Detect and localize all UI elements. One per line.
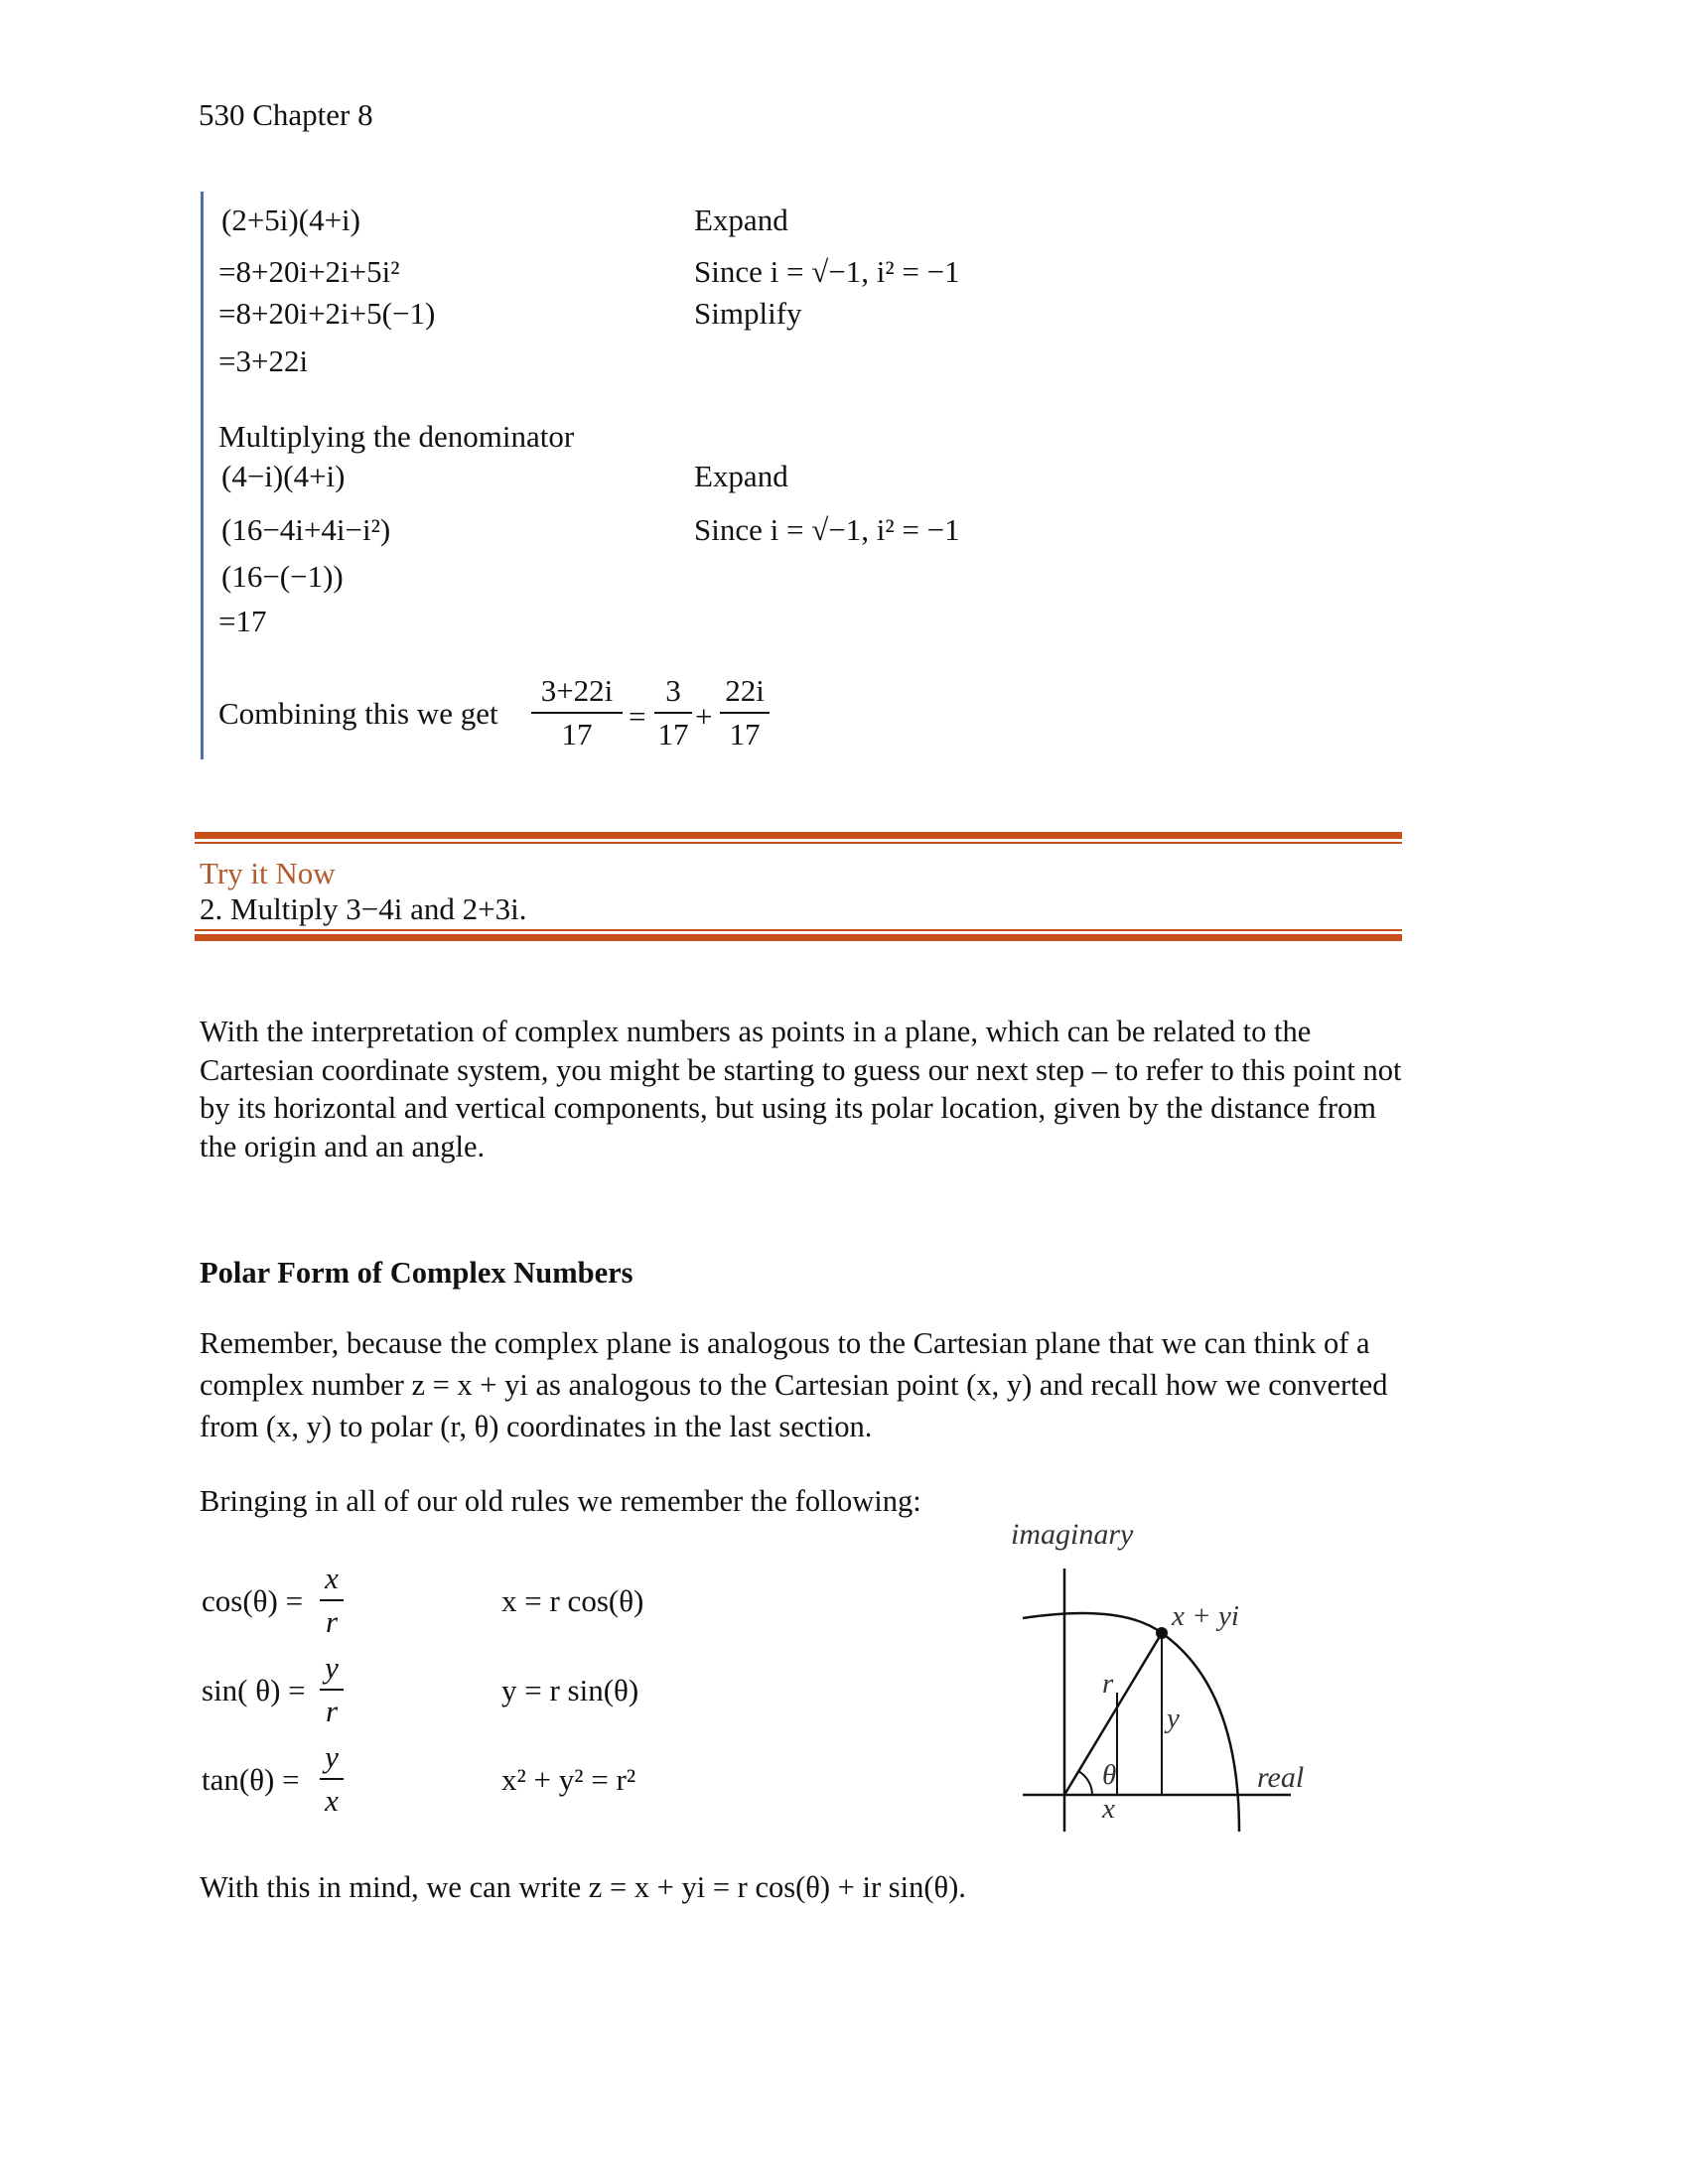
combine-fraction-2-num: 3 [665,673,681,708]
combine-fraction-1-den: 17 [561,716,593,751]
r-label: r [1102,1668,1114,1700]
cos-rule-num: x [325,1561,339,1595]
imaginary-label: imaginary [1011,1524,1134,1551]
try-top-rule-thick [195,832,1402,839]
bringing-line: Bringing in all of our old rules we remember the following: [200,1484,921,1518]
intro-paragraph: With the interpretation of complex numbers as points in a plane, which can be related to the Cartesian coordinate system, you might be starting to guess our next step – to refer to this point not by its horizontal and vertical components, but using its polar location, given by the distance from the origin and an angle. [200,1015,1402,1163]
tan-rule-lhs: tan(θ) = [202,1762,300,1797]
tan-rule-den: x [325,1782,339,1818]
combine-label: Combining this we get [218,696,498,731]
try-bottom-rule-thin [195,929,1402,931]
note-expand-2: Expand [694,459,788,493]
cos-rule-fraction [320,1561,344,1639]
cos-rule-lhs: cos(θ) = [202,1583,304,1618]
point-label: x + yi [1172,1600,1239,1632]
combine-fraction-2-den: 17 [657,716,689,751]
fraction-bar [531,712,623,714]
x-label: x [1102,1793,1115,1825]
denominator-step-2: (16−4i+4i−i²) [221,512,391,547]
complex-point [1156,1627,1168,1639]
numerator-step-4: =3+22i [218,343,309,378]
section-title: Polar Form of Complex Numbers [200,1256,633,1290]
note-simplify: Simplify [694,296,802,331]
sin-rule-den: r [325,1693,339,1728]
cos-rule-den: r [325,1603,339,1639]
try-it-now-problem: 2. Multiply 3−4i and 2+3i. [200,891,527,926]
tan-rule-fraction [320,1739,344,1818]
denominator-step-1: (4−i)(4+i) [221,459,346,493]
sin-rule-fraction [320,1650,344,1728]
conversion-x: x = r cos(θ) [501,1583,644,1618]
numerator-step-3: =8+20i+2i+5(−1) [218,296,436,331]
try-top-rule-thin [195,842,1402,844]
real-label: real [1257,1761,1305,1794]
fraction-bar [320,1689,344,1691]
numerator-step-1: (2+5i)(4+i) [221,203,360,237]
try-it-now-title: Try it Now [200,856,336,890]
radius-arc [1023,1613,1239,1832]
theta-label: θ [1102,1759,1117,1791]
combine-fraction-3-num: 22i [725,673,765,708]
combine-fraction-3 [720,673,770,751]
remember-paragraph: Remember, because the complex plane is analogous to the Cartesian plane that we can think of a complex number z = x + yi as analogous to the Cartesian point (x, y) and recall how we converted from (x, y) to polar (r, θ) coordinates in the last section. [200,1326,1388,1443]
conversion-radius: x² + y² = r² [501,1762,636,1797]
y-label: y [1167,1703,1180,1734]
fraction-bar [320,1778,344,1780]
conversion-y: y = r sin(θ) [501,1673,639,1707]
combine-fraction-1-num: 3+22i [540,673,614,708]
note-expand-1: Expand [694,203,788,237]
page-header: 530 Chapter 8 [199,97,373,132]
fraction-bar [720,712,770,714]
combine-fraction-3-den: 17 [729,716,761,751]
numerator-step-2: =8+20i+2i+5i² [218,254,400,289]
denominator-step-4: =17 [218,604,267,638]
try-bottom-rule-thick [195,934,1402,941]
combine-plus: + [695,699,713,734]
theta-arc [1078,1771,1092,1795]
fraction-bar [654,712,692,714]
combine-fraction-2 [654,673,692,751]
combine-equals: = [629,699,646,734]
note-since-1: Since i = √−1, i² = −1 [694,254,960,289]
polar-diagram [1003,1524,1340,1851]
sin-rule-num: y [325,1650,339,1685]
combine-fraction-1 [531,673,623,751]
sin-rule-lhs: sin( θ) = [202,1673,306,1707]
tan-rule-num: y [325,1739,339,1774]
fraction-bar [320,1599,344,1601]
denominator-step-3: (16−(−1)) [221,559,344,594]
denominator-heading: Multiplying the denominator [218,419,575,454]
note-since-2: Since i = √−1, i² = −1 [694,512,960,547]
closing-line: With this in mind, we can write z = x + yi = r cos(θ) + ir sin(θ). [200,1870,966,1904]
